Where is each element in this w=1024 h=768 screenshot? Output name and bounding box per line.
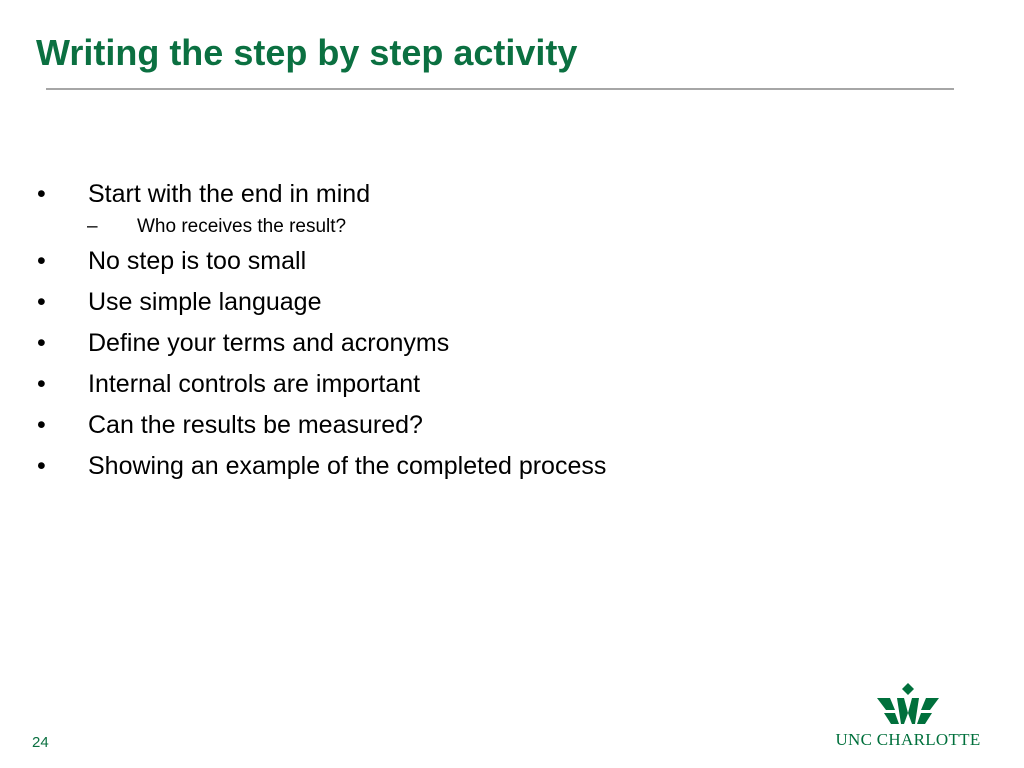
sub-bullet-marker: – (87, 216, 98, 237)
bullet-marker: • (37, 370, 46, 398)
bullet-text: Internal controls are important (88, 370, 421, 398)
bullet-list (0, 176, 1024, 489)
unc-charlotte-crown-icon (872, 682, 944, 726)
bullet-item (0, 243, 1024, 284)
bullet-item (0, 284, 1024, 325)
bullet-text: No step is too small (88, 247, 307, 275)
slide-title: Writing the step by step activity (36, 32, 578, 73)
logo-wordmark: UNC CHARLOTTE (835, 730, 981, 749)
bullet-item (0, 366, 1024, 407)
bullet-item (0, 407, 1024, 448)
bullet-marker: • (37, 329, 46, 357)
bullet-text: Start with the end in mind (88, 180, 371, 208)
bullet-item (0, 325, 1024, 366)
bullet-text: Define your terms and acronyms (88, 329, 450, 357)
page-number: 24 (32, 734, 49, 751)
bullet-marker: • (37, 452, 46, 480)
bullet-text: Use simple language (88, 288, 322, 316)
unc-charlotte-logo (832, 682, 984, 752)
bullet-text: Showing an example of the completed process (88, 452, 607, 480)
bullet-marker: • (37, 247, 46, 275)
title-divider (46, 88, 954, 90)
bullet-marker: • (37, 411, 46, 439)
bullet-item (0, 448, 1024, 489)
sub-bullet-item (0, 210, 1024, 243)
bullet-marker: • (37, 288, 46, 316)
sub-bullet-text: Who receives the result? (137, 216, 347, 237)
bullet-text: Can the results be measured? (88, 411, 423, 439)
bullet-marker: • (37, 180, 46, 208)
